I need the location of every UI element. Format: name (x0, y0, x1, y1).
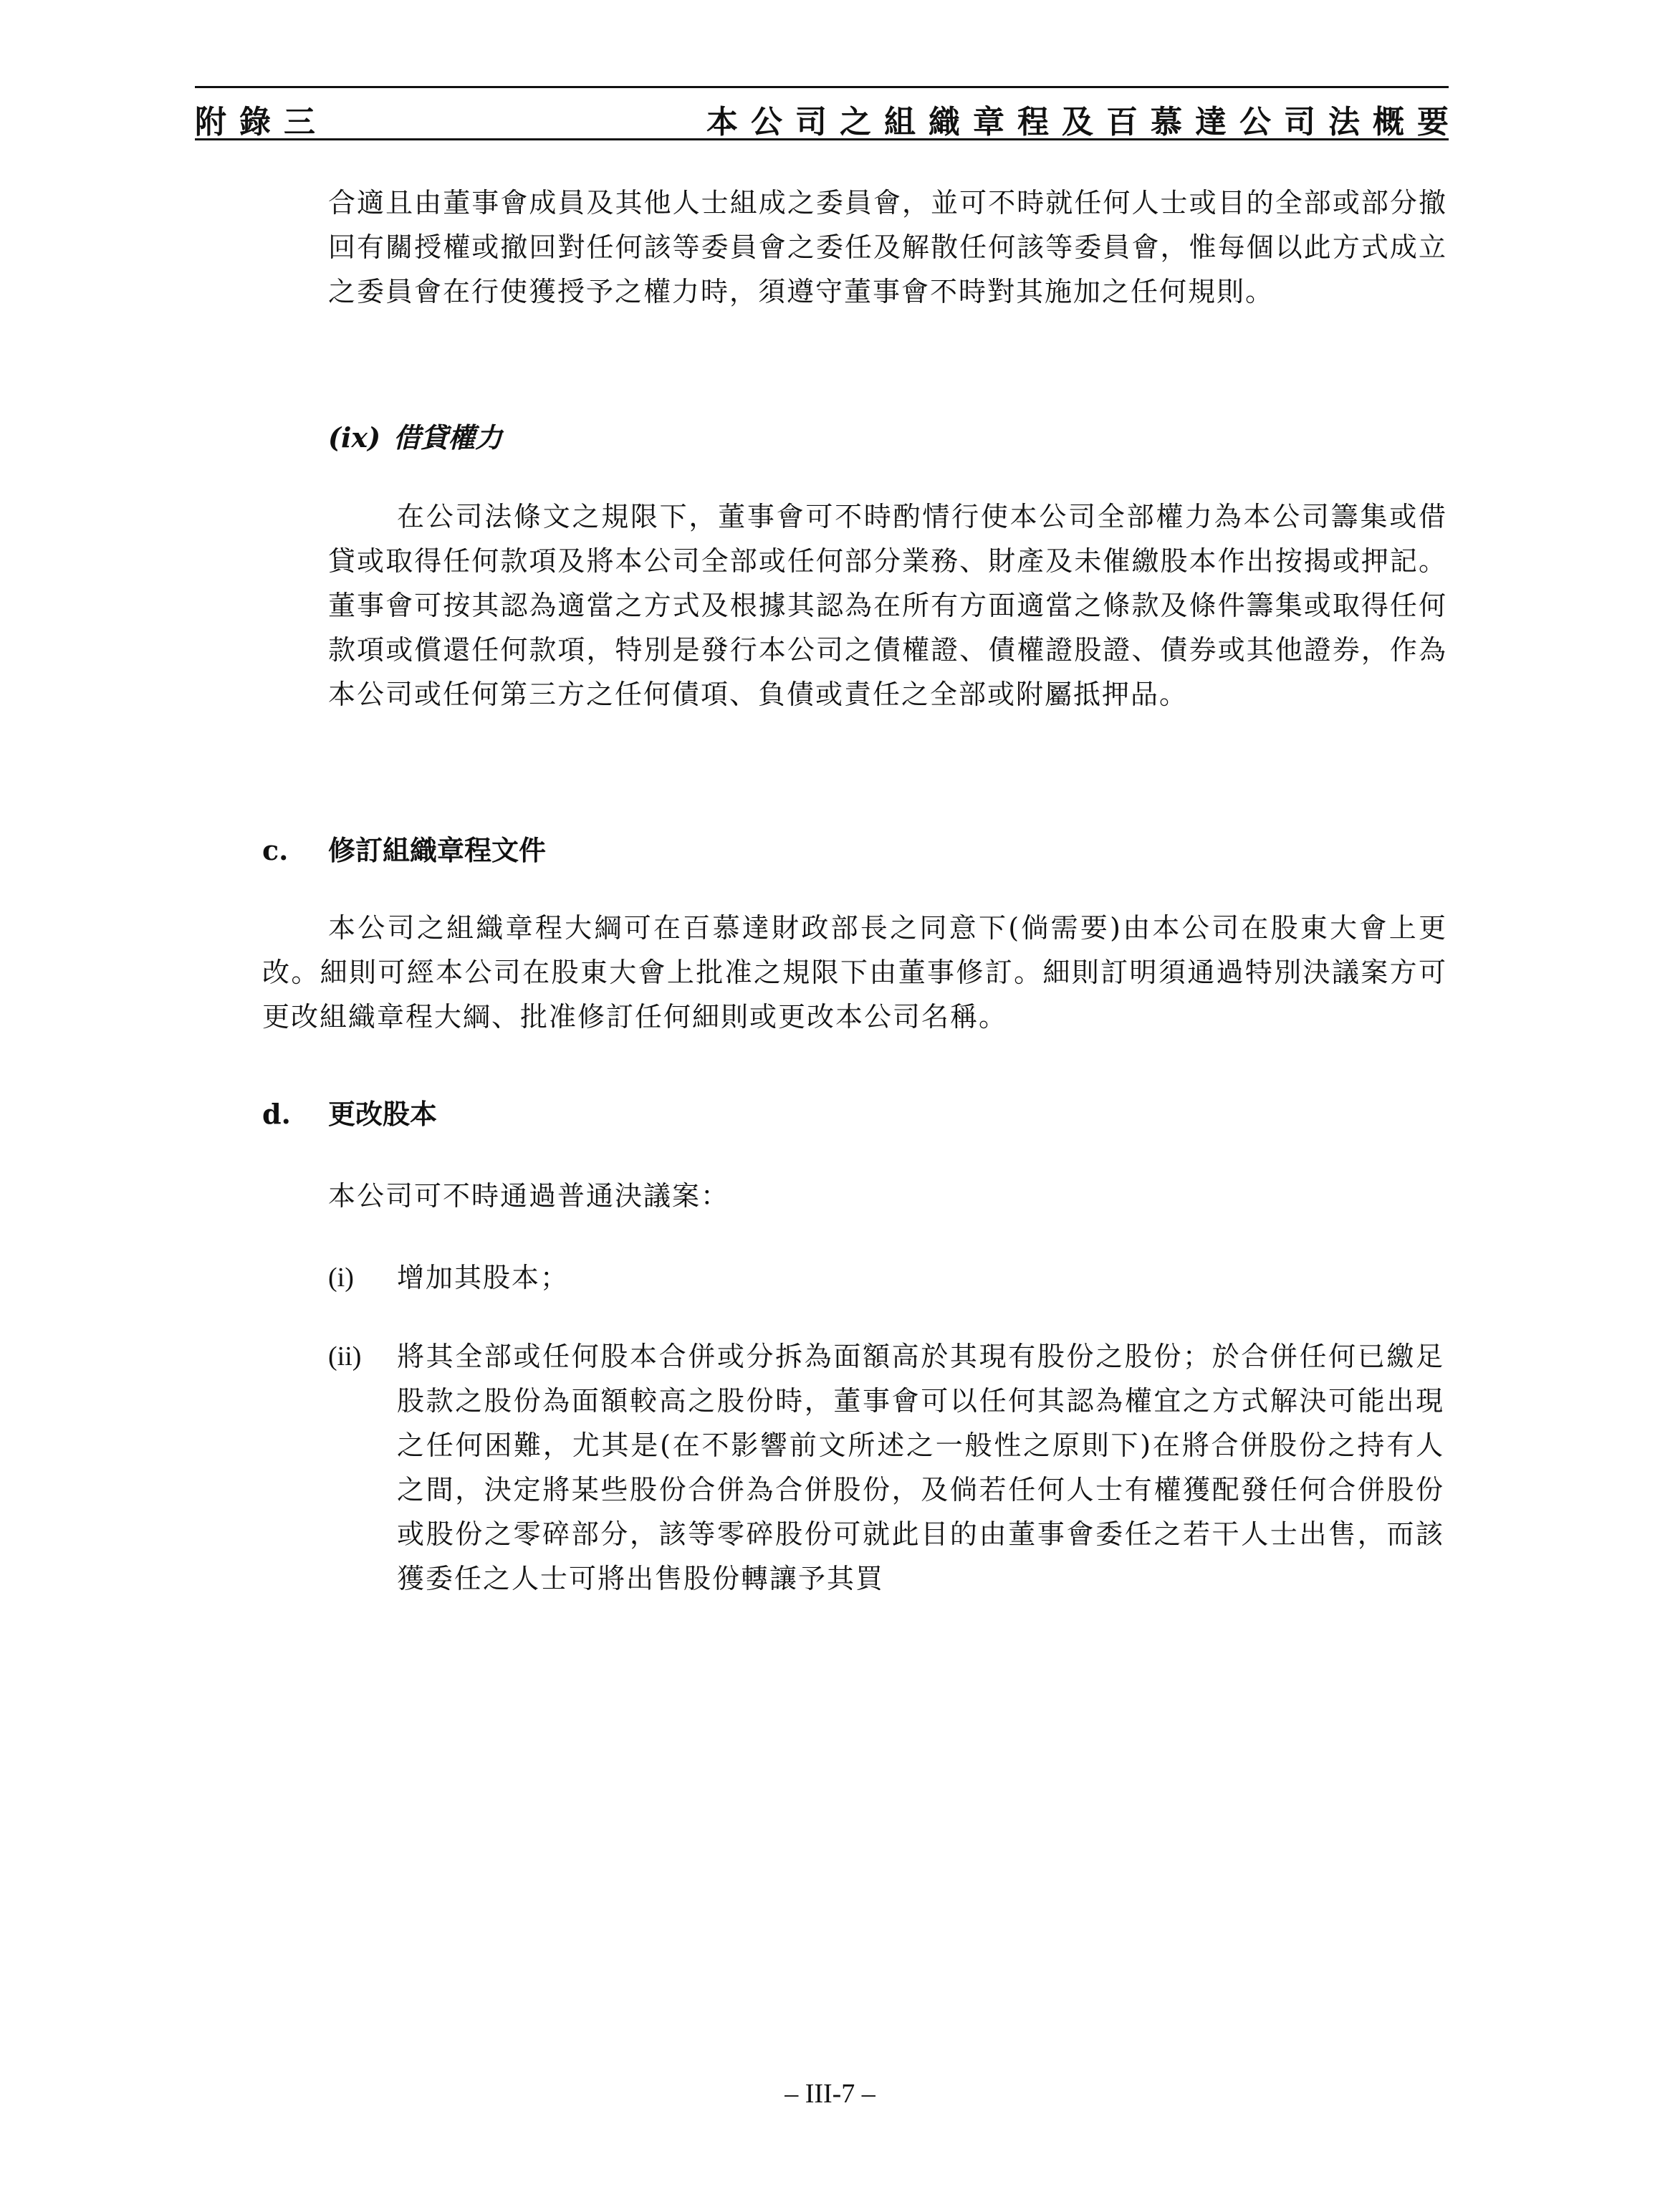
page-header (195, 86, 1462, 140)
list-item (328, 1255, 1447, 1300)
appendix-label: 附錄三 (195, 104, 328, 140)
list-item-number: (ii) (328, 1341, 362, 1371)
ordinary-resolution-intro: 本公司可不時通過普通決議案： (328, 1180, 730, 1212)
list-item-text: 將其全部或任何股本合併或分拆為面額高於其現有股份之股份；於合併任何已繳足股款之股份為面額較高之股份時，董事會可以任何其認為權宜之方式解決可能出現之任何困難，尤其是(在不影響前文所述之一般性之原則下)在將合併股份之持有人之間，決定將某些股份合併為合併股份，及倘若任何人士有權獲配發任何合併股份或股份之零碎部分，該等零碎股份可就此目的由董事會委任之若干人士出售，而該獲委任之人士可將出售股份轉讓予其買 (397, 1341, 1444, 1594)
list-item-number: (i) (328, 1263, 354, 1293)
page-number: – III-7 – (785, 2079, 875, 2109)
committee-paragraph: 合適且由董事會成員及其他人士組成之委員會，並可不時就任何人士或目的全部或部分撤回有關授權或撤回對任何該等委員會之委任及解散任何該等委員會，惟每個以此方式成立之委員會在行使獲授予之權力時，須遵守董事會不時對其施加之任何規則。 (328, 187, 1447, 307)
heading-amend-constitutional-documents-title: 修訂組織章程文件 (328, 834, 547, 866)
list-item (328, 1334, 1447, 1607)
heading-alteration-of-capital-title: 更改股本 (328, 1098, 438, 1130)
header-bottom-rule (195, 138, 1449, 140)
heading-alteration-of-capital-letter: d. (262, 1098, 291, 1130)
heading-borrowing-powers-number: (ix) (328, 421, 381, 454)
header-top-rule (195, 86, 1449, 88)
borrowing-powers-paragraph: 在公司法條文之規限下，董事會可不時酌情行使本公司全部權力為本公司籌集或借貸或取得任何款項及將本公司全部或任何部分業務、財產及未催繳股本作出按揭或押記。董事會可按其認為適當之方式及根據其認為在所有方面適當之條款及條件籌集或取得任何款項或償還任何款項，特別是發行本公司之債權證、債權證股證、債券或其他證券，作為本公司或任何第三方之任何債項、負債或責任之全部或附屬抵押品。 (328, 501, 1447, 710)
heading-amend-constitutional-documents (262, 833, 546, 868)
list-item-text: 增加其股本； (397, 1262, 570, 1293)
document-section-title: 本公司之組織章程及百慕達公司法概要 (706, 104, 1462, 140)
heading-borrowing-powers (328, 420, 502, 456)
heading-amend-constitutional-documents-letter: c. (262, 834, 289, 866)
heading-alteration-of-capital (262, 1096, 437, 1132)
heading-borrowing-powers-title: 借貸權力 (393, 421, 503, 454)
amendment-paragraph: 本公司之組織章程大綱可在百慕達財政部長之同意下(倘需要)由本公司在股東大會上更改。細則可經本公司在股東大會上批准之規限下由董事修訂。細則訂明須通過特別決議案方可更改組織章程大綱、批准修訂任何細則或更改本公司名稱。 (262, 912, 1447, 1033)
